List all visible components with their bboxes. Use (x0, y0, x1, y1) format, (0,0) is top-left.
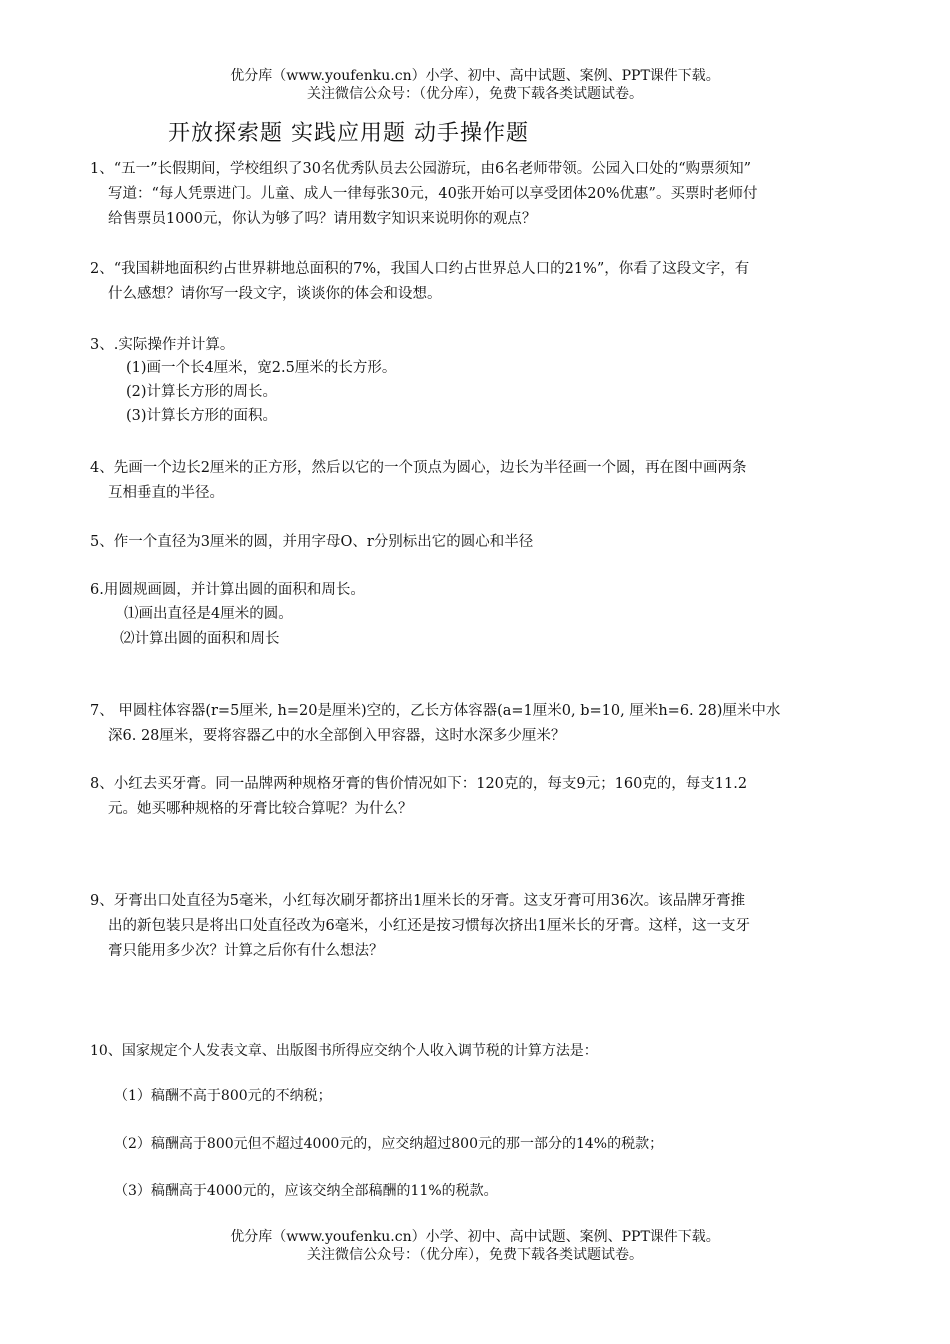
question-1-line-3: 给售票员1000元，你认为够了吗？请用数字知识来说明你的观点？ (108, 211, 537, 227)
question-7-line-1: 7、 甲圆柱体容器(r=5厘米, h=20是厘米)空的，乙长方体容器(a=1厘米0, b=10, 厘米h=6. 28)厘米中水 (90, 703, 781, 719)
footer-line-1: 优分库（www.youfenku.cn）小学、初中、高中试题、案例、PPT课件下载。 (230, 1229, 720, 1245)
question-10-line-1: 10、国家规定个人发表文章、出版图书所得应交纳个人收入调节税的计算方法是： (90, 1043, 598, 1059)
question-3-sub-3: (3)计算长方形的面积。 (126, 408, 278, 424)
header-line-2: 关注微信公众号：（优分库），免费下载各类试题试卷。 (307, 86, 643, 102)
question-10-sub-2: （2）稿酬高于800元但不超过4000元的，应交纳超过800元的那一部分的14%的税款； (114, 1136, 664, 1152)
question-9-line-3: 膏只能用多少次？计算之后你有什么想法？ (108, 943, 384, 959)
question-9 (90, 889, 865, 964)
question-7-line-2: 深6. 28厘米，要将容器乙中的水全部倒入甲容器，这时水深多少厘米？ (108, 728, 566, 744)
question-6 (90, 578, 865, 603)
question-3 (90, 333, 865, 358)
header-line-1: 优分库（www.youfenku.cn）小学、初中、高中试题、案例、PPT课件下载。 (230, 68, 720, 84)
question-4-line-1: 4、先画一个边长2厘米的正方形，然后以它的一个顶点为圆心，边长为半径画一个圆，再在图中画两条 (90, 460, 747, 476)
question-7 (90, 699, 865, 749)
question-10-sub-3: （3）稿酬高于4000元的，应该交纳全部稿酬的11%的税款。 (114, 1183, 498, 1199)
question-6-line-1: 6.用圆规画圆，并计算出圆的面积和周长。 (90, 582, 365, 598)
page-title: 开放探索题 实践应用题 动手操作题 (168, 121, 529, 146)
question-2-line-1: 2、“我国耕地面积约占世界耕地总面积的7%，我国人口约占世界总人口的21%”，你看了这段文字，有 (90, 261, 750, 277)
question-3-sub-2: (2)计算长方形的周长。 (126, 384, 278, 400)
question-9-line-2: 出的新包装只是将出口处直径改为6毫米，小红还是按习惯每次挤出1厘米长的牙膏。这样，这一支牙 (108, 918, 750, 934)
footer-line-2: 关注微信公众号：（优分库），免费下载各类试题试卷。 (307, 1247, 643, 1263)
question-8-line-1: 8、小红去买牙膏。同一品牌两种规格牙膏的售价情况如下：120克的，每支9元；160克的，每支11.2 (90, 776, 748, 792)
question-1-line-1: 1、“五一”长假期间，学校组织了30名优秀队员去公园游玩，由6名老师带领。公园入口处的“购票须知” (90, 161, 752, 177)
question-2-line-2: 什么感想？请你写一段文字，谈谈你的体会和设想。 (108, 286, 442, 302)
question-1 (90, 157, 865, 232)
question-6-sub-2: ⑵计算出圆的面积和周长 (120, 631, 280, 647)
question-3-sub-1: (1)画一个长4厘米，宽2.5厘米的长方形。 (126, 360, 397, 376)
question-10 (90, 1039, 865, 1064)
question-3-line-1: 3、.实际操作并计算。 (90, 337, 235, 353)
question-8 (90, 772, 865, 822)
question-4-line-2: 互相垂直的半径。 (108, 485, 224, 501)
question-2 (90, 257, 865, 307)
question-1-line-2: 写道：“每人凭票进门。儿童、成人一律每张30元，40张开始可以享受团体20%优惠”。买票时老师付 (108, 186, 758, 202)
question-5 (90, 530, 865, 555)
question-4 (90, 456, 865, 506)
question-6-sub-1: ⑴画出直径是4厘米的圆。 (124, 606, 293, 622)
question-9-line-1: 9、牙膏出口处直径为5毫米，小红每次刷牙都挤出1厘米长的牙膏。这支牙膏可用36次。该品牌牙膏推 (90, 893, 746, 909)
question-10-sub-1: （1）稿酬不高于800元的不纳税； (114, 1088, 332, 1104)
question-8-line-2: 元。她买哪种规格的牙膏比较合算呢？为什么？ (108, 801, 413, 817)
question-5-line-1: 5、作一个直径为3厘米的圆，并用字母O、r分别标出它的圆心和半径 (90, 534, 534, 550)
